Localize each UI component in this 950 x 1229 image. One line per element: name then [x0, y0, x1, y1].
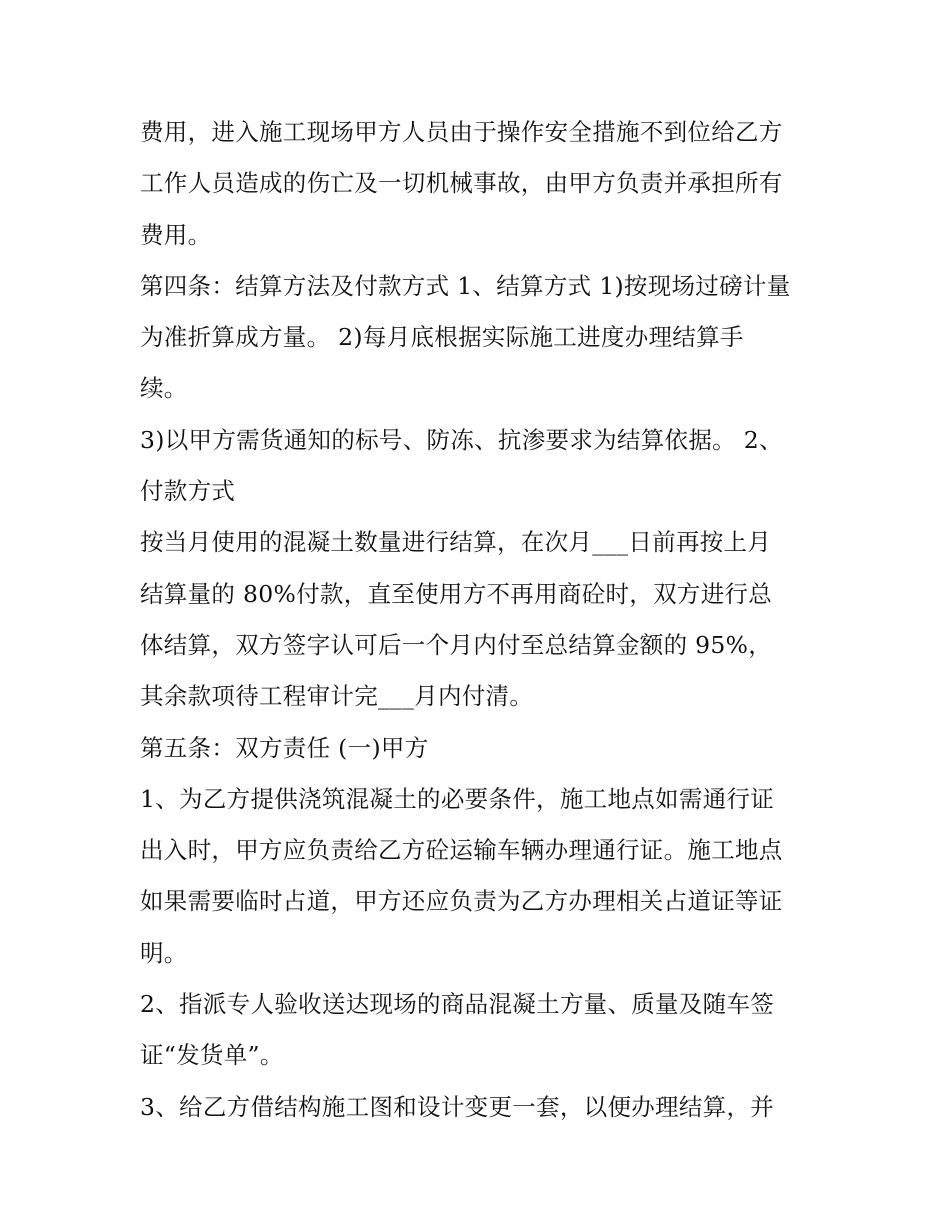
text-line: 如果需要临时占道，甲方还应负责为乙方办理相关占道证等证 — [140, 887, 783, 916]
text-line: 3、给乙方借结构施工图和设计变更一套，以便办理结算，并 — [140, 1092, 775, 1121]
section-heading-line: 第四条：结算方法及付款方式 1、结算方式 1)按现场过磅计量 — [140, 271, 791, 300]
text-line: 2、指派专人验收送达现场的商品混凝土方量、质量及随车签 — [140, 990, 775, 1019]
document-body — [140, 107, 820, 1133]
text-line: 证“发货单”。 — [140, 1041, 284, 1070]
text-line: 费用。 — [140, 220, 212, 249]
text-line: 工作人员造成的伤亡及一切机械事故，由甲方负责并承担所有 — [140, 169, 783, 198]
text-line: 其余款项待工程审计完___月内付清。 — [140, 682, 534, 711]
text-line: 1、为乙方提供浇筑混凝土的必要条件，施工地点如需通行证 — [140, 784, 775, 813]
text-line: 体结算，双方签字认可后一个月内付至总结算金额的 95%， — [140, 630, 773, 659]
text-line: 费用，进入施工现场甲方人员由于操作安全措施不到位给乙方 — [140, 118, 783, 146]
text-line: 为准折算成方量。 2)每月底根据实际施工进度办理结算手 — [140, 323, 744, 352]
text-line: 续。 — [140, 374, 188, 403]
text-line: 按当月使用的混凝土数量进行结算，在次月___日前再按上月 — [140, 528, 772, 557]
text-line: 结算量的 80%付款，直至使用方不再用商砼时，双方进行总 — [140, 579, 773, 608]
text-line: 明。 — [140, 938, 188, 967]
text-line: 付款方式 — [140, 477, 236, 506]
section-heading-line: 第五条：双方责任 (一)甲方 — [140, 733, 429, 762]
text-line: 3)以甲方需货通知的标号、防冻、抗渗要求为结算依据。 2、 — [140, 425, 783, 454]
text-line: 出入时，甲方应负责给乙方砼运输车辆办理通行证。施工地点 — [140, 836, 783, 865]
